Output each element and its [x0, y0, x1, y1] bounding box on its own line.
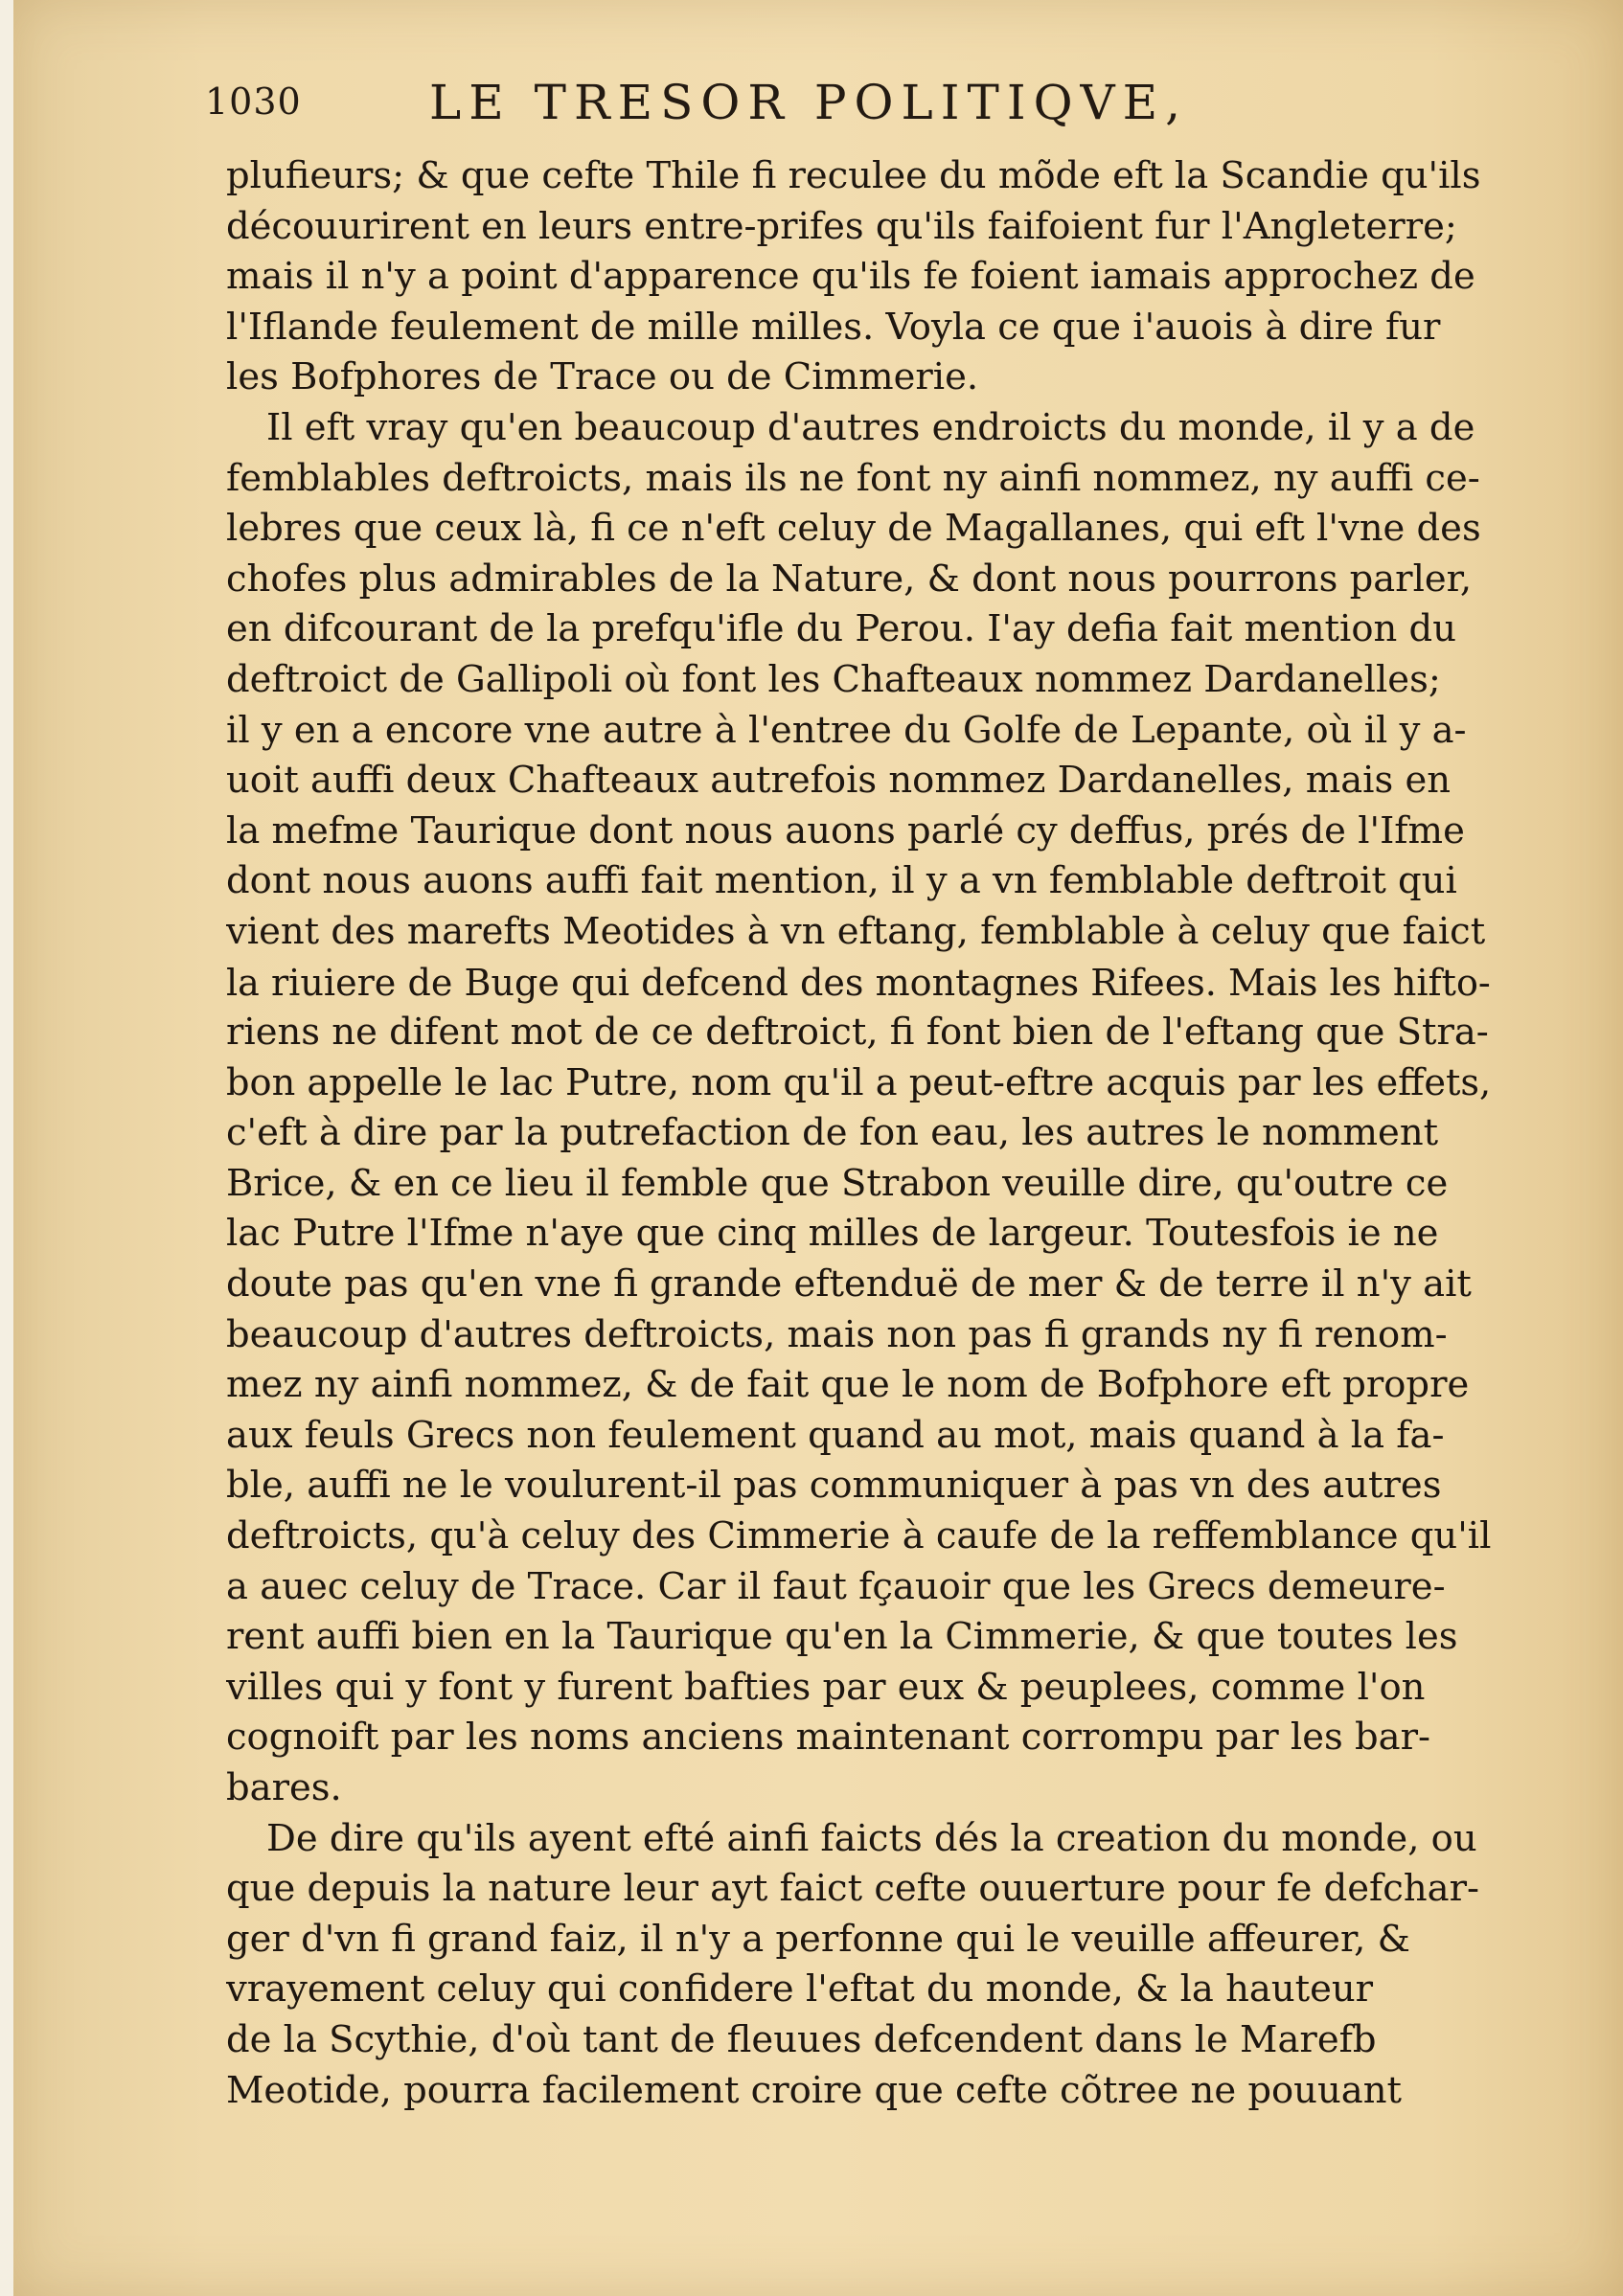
text-line: lac Putre l'Ifme n'aye que cinq milles de largeur. Toutesfois ie ne — [226, 1212, 1439, 1256]
text-line: la mefme Taurique dont nous auons parlé cy deffus, prés de l'Ifme — [226, 808, 1465, 852]
text-line: il y en a encore vne autre à l'entree du Golfe de Lepante, où il y a- — [226, 708, 1467, 752]
text-line: mais il n'y a point d'apparence qu'ils fe foient iamais approchez de — [226, 255, 1475, 299]
text-line: riens ne difent mot de ce deftroict, fi font bien de l'eftang que Stra- — [226, 1011, 1489, 1055]
text-line: deftroict de Gallipoli où font les Chafteaux nommez Dardanelles; — [226, 657, 1441, 701]
text-line: vrayement celuy qui confidere l'eftat du monde, & la hauteur — [226, 1967, 1374, 2012]
text-line: Meotide, pourra facilement croire que cefte cõtree ne pouuant — [226, 2068, 1402, 2112]
text-line: de la Scythie, d'où tant de fleuues defcendent dans le Marefb — [226, 2017, 1377, 2061]
text-line: cognoift par les noms anciens maintenant corrompu par les bar- — [226, 1716, 1430, 1760]
text-line: uoit auffi deux Chafteaux autrefois nommez Dardanelles, mais en — [226, 759, 1452, 803]
text-line: bares. — [226, 1766, 342, 1809]
paragraph-start-line: De dire qu'ils ayent efté ainfi faicts dés la creation du monde, ou — [266, 1816, 1477, 1860]
text-line: bon appelle le lac Putre, nom qu'il a peut-eftre acquis par les effets, — [226, 1060, 1491, 1104]
text-line: la riuiere de Buge qui defcend des montagnes Rifees. Mais les hifto- — [226, 961, 1491, 1004]
text-line: c'eft à dire par la putrefaction de fon eau, les autres le nomment — [226, 1111, 1439, 1155]
text-line: a auec celuy de Trace. Car il faut fçauoir que les Grecs demeure- — [226, 1564, 1446, 1608]
text-line: rent auffi bien en la Taurique qu'en la Cimmerie, & que toutes les — [226, 1615, 1458, 1659]
text-line: villes qui y font y furent bafties par eux & peuplees, comme l'on — [226, 1665, 1426, 1709]
book-page — [13, 0, 1623, 2296]
text-line: deftroicts, qu'à celuy des Cimmerie à caufe de la reffemblance qu'il — [226, 1514, 1491, 1558]
text-line: que depuis la nature leur ayt faict cefte ouuerture pour fe defchar- — [226, 1867, 1480, 1911]
text-line: les Bofphores de Trace ou de Cimmerie. — [226, 355, 979, 399]
text-line: femblables deftroicts, mais ils ne font ny ainfi nommez, ny auffi ce- — [226, 456, 1480, 500]
running-head: LE TRESOR POLITIQVE, — [429, 75, 1189, 130]
text-line: ger d'vn fi grand faiz, il n'y a perfonne qui le veuille affeurer, & — [226, 1917, 1410, 1961]
paragraph-start-line: Il eft vray qu'en beaucoup d'autres endroicts du monde, il y a de — [266, 405, 1475, 449]
text-line: plufieurs; & que cefte Thile fi reculee du mõde eft la Scandie qu'ils — [226, 154, 1481, 197]
text-line: Brice, & en ce lieu il femble que Strabon veuille dire, qu'outre ce — [226, 1161, 1449, 1205]
text-line: lebres que ceux là, fi ce n'eft celuy de Magallanes, qui eft l'vne des — [226, 507, 1481, 551]
text-line: doute pas qu'en vne fi grande eftenduë de mer & de terre il n'y ait — [226, 1262, 1472, 1307]
text-line: beaucoup d'autres deftroicts, mais non pas fi grands ny fi renom- — [226, 1312, 1448, 1356]
page-number: 1030 — [205, 80, 302, 123]
text-line: dont nous auons auffi fait mention, il y a vn femblable deftroit qui — [226, 859, 1457, 903]
text-line: découurirent en leurs entre-prifes qu'ils faifoient fur l'Angleterre; — [226, 204, 1457, 248]
page-margin — [0, 0, 13, 2296]
text-line: en difcourant de la prefqu'ifle du Perou. I'ay defia fait mention du — [226, 607, 1456, 651]
text-line: chofes plus admirables de la Nature, & dont nous pourrons parler, — [226, 557, 1473, 601]
page-header — [205, 75, 1489, 142]
text-line: ble, auffi ne le voulurent-il pas communiquer à pas vn des autres — [226, 1464, 1442, 1508]
text-line: aux feuls Grecs non feulement quand au mot, mais quand à la fa- — [226, 1413, 1445, 1457]
body-text — [226, 151, 1491, 2116]
text-line: vient des marefts Meotides à vn eftang, femblable à celuy que faict — [226, 909, 1486, 953]
text-line: l'Iflande feulement de mille milles. Voyla ce que i'auois à dire fur — [226, 305, 1441, 349]
text-line: mez ny ainfi nommez, & de fait que le nom de Bofphore eft propre — [226, 1363, 1470, 1407]
